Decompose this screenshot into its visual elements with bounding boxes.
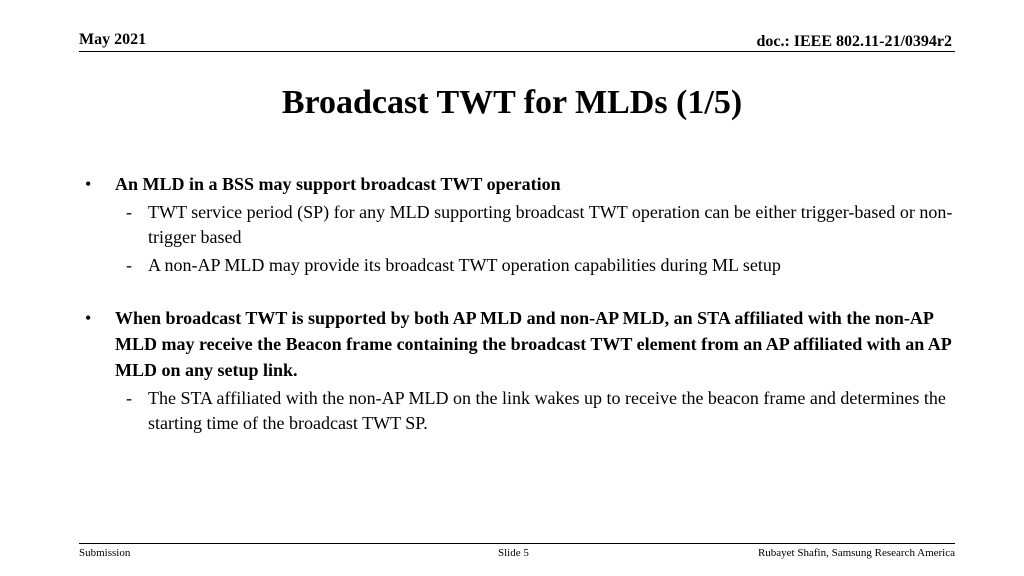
sub-bullet-marker: - [126, 388, 132, 408]
bullet-marker: • [85, 308, 92, 328]
header-doc-id: doc.: IEEE 802.11-21/0394r2 [756, 33, 952, 50]
footer-author: Rubayet Shafin, Samsung Research America [757, 547, 955, 559]
sub-bullet-marker: - [126, 255, 132, 275]
bullet-spacer [85, 278, 955, 305]
bullet-1 [85, 171, 955, 197]
sub-bullet-marker: - [126, 202, 132, 222]
header-date: May 2021 [79, 31, 147, 48]
slide-body [85, 171, 955, 436]
footer-submission: Submission [79, 547, 131, 559]
bullet-text: An MLD in a BSS may support broadcast TWT operation [115, 174, 561, 194]
footer-divider [79, 543, 955, 544]
bullet-marker: • [85, 174, 92, 194]
slide-title: Broadcast TWT for MLDs (1/5) [281, 84, 743, 121]
footer-slide-number: Slide 5 [498, 547, 529, 559]
sub-bullet-text: A non-AP MLD may provide its broadcast TWT operation capabilities during ML setup [148, 255, 781, 275]
sub-bullet-1-1 [85, 200, 955, 250]
sub-bullet-2-1 [85, 386, 955, 436]
sub-bullet-text: The STA affiliated with the non-AP MLD on the link wakes up to receive the beacon frame and determines the starting time of the broadcast TWT SP. [148, 388, 946, 433]
sub-bullet-1-2 [85, 253, 955, 278]
bullet-2 [85, 305, 955, 383]
sub-bullet-text: TWT service period (SP) for any MLD supporting broadcast TWT operation can be either trigger-based or non-trigger based [148, 202, 953, 247]
bullet-text: When broadcast TWT is supported by both AP MLD and non-AP MLD, an STA affiliated with the non-AP MLD may receive the Beacon frame containing the broadcast TWT element from an AP affiliated with an AP MLD on any setup link. [115, 308, 951, 380]
header-divider [79, 51, 955, 52]
